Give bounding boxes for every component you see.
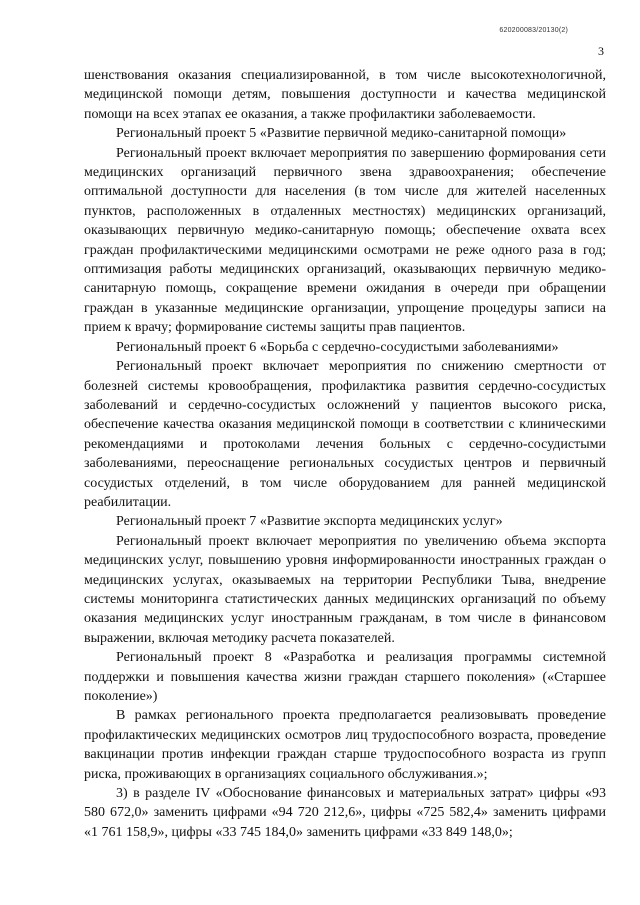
paragraph: Региональный проект включает мероприятия по завершению формирования сети медицинских организаций первичного звена здравоохранения; обеспечение оптимальной доступности для населения (в том числе для жителей населенных пунктов, расположенных в отдаленных местностях) медицинских организаций, оказывающих первичную медико-санитарную помощь; обеспечение охвата всех граждан профилактическими медицинскими осмотрами не реже одного раза в год; оптимизация работы медицинских организаций, оказывающих первичную медико-санитарную помощь, сокращение времени ожидания в очереди при обращении граждан в указанные медицинские организации, упрощение процедуры записи на прием к врачу; формирование системы защиты прав пациентов. [84,145,606,336]
document-body [84,66,606,842]
paragraph: В рамках регионального проекта предполагается реализовывать проведение профилактических медицинских осмотров лиц трудоспособного возраста, проведение вакцинации против инфекции граждан старше трудоспособного возраста из групп риска, проживающих в организациях социального обслуживания.»; [84,708,606,782]
section-heading: Региональный проект 5 «Развитие первичной медико-санитарной помощи» [116,126,567,142]
paragraph: Региональный проект включает мероприятия по увеличению объема экспорта медицинских услуг, повышению уровня информированности иностранных граждан о медицинских услугах, оказываемых на территории Республики Тыва, внедрение системы мониторинга статистических данных медицинских организаций по объему оказания медицинских услуг иностранным гражданам, в том числе в финансовом выражении, включая методику расчета показателей. [84,533,606,646]
section-heading: Региональный проект 8 «Разработка и реализация программы системной поддержки и повышения качества жизни граждан старшего поколения» («Старшее поколение») [84,650,606,704]
document-id: 620200083/20130(2) [499,27,568,34]
paragraph: Региональный проект включает мероприятия по снижению смертности от болезней системы кровообращения, профилактика развития сердечно-сосудистых заболеваний и сердечно-сосудистых осложнений у пациентов высокого риска, обеспечение качества оказания медицинской помощи в соответствии с клиническими рекомендациями и протоколами лечения больных с сердечно-сосудистыми заболеваниями, переоснащение региональных сосудистых центров и первичный сосудистых отделений, в том числе оборудованием для ранней медицинской реабилитации. [84,359,606,510]
paragraph: 3) в разделе IV «Обоснование финансовых и материальных затрат» цифры «93 580 672,0» заменить цифрами «94 720 212,6», цифры «725 582,4» заменить цифрами «1 761 158,9», цифры «33 745 184,0» заменить цифрами «33 849 148,0»; [84,786,606,840]
page-number: 3 [598,44,604,58]
section-heading: Региональный проект 7 «Развитие экспорта медицинских услуг» [116,514,503,530]
paragraph: шенствования оказания специализированной, в том числе высокотехнологичной, медицинской помощи детям, повышения доступности и качества медицинской помощи на всех этапах ее оказания, а также профилактики заболеваемости. [84,68,606,122]
section-heading: Региональный проект 6 «Борьба с сердечно-сосудистыми заболеваниями» [116,339,559,355]
